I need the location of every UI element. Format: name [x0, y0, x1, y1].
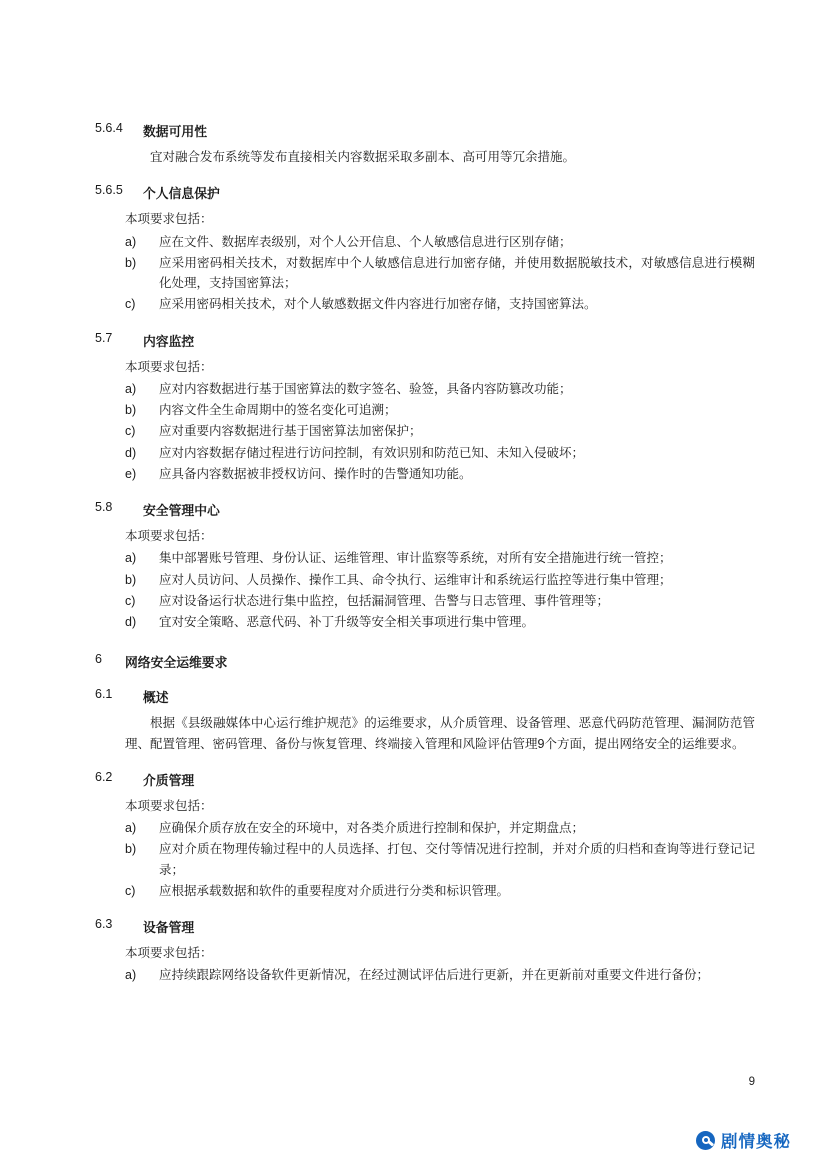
- list-item-text: 应根据承载数据和软件的重要程度对介质进行分类和标识管理。: [159, 883, 510, 898]
- list-item-text: 应对人员访问、人员操作、操作工具、命令执行、运维审计和系统运行监控等进行集中管理；: [159, 572, 672, 587]
- section-title: 个人信息保护: [143, 186, 220, 202]
- list-item-text: 应对内容数据进行基于国密算法的数字签名、验签，具备内容防篡改功能；: [159, 381, 572, 396]
- list-marker: a): [125, 381, 137, 396]
- list-item: [125, 881, 755, 901]
- list-marker: a): [125, 821, 137, 835]
- section-title: 概述: [143, 690, 169, 706]
- list-item-text: 应在文件、数据库表级别，对个人公开信息、个人敏感信息进行区别存储；: [159, 234, 572, 249]
- list-marker: b): [125, 403, 137, 417]
- section-heading-6-2: [95, 770, 755, 789]
- list-marker: b): [125, 255, 137, 270]
- section-number: 6: [95, 652, 102, 667]
- list-item-text: 应对介质在物理传输过程中的人员选择、打包、交付等情况进行控制，并对介质的归档和查询等进行登记记录；: [159, 842, 755, 877]
- section-number: 5.6.5: [95, 183, 123, 198]
- list-lead-in: 本项要求包括：: [125, 212, 213, 227]
- list-item: [125, 818, 755, 838]
- list-marker: d): [125, 615, 137, 629]
- section-title: 介质管理: [143, 772, 195, 788]
- section-number: 6.2: [95, 769, 113, 784]
- list-marker: a): [125, 968, 137, 983]
- list-lead-in: 本项要求包括：: [125, 529, 213, 543]
- list-item-text: 应采用密码相关技术，对个人敏感数据文件内容进行加密存储，支持国密算法。: [159, 297, 597, 312]
- paragraph: 根据《县级融媒体中心运行维护规范》的运维要求，从介质管理、设备管理、恶意代码防范管理、漏洞防范管理、配置管理、密码管理、备份与恢复管理、终端接入管理和风险评估管理9个方面，提出网络安全的运维要求。: [125, 716, 755, 751]
- list-item-text: 应具备内容数据被非授权访问、操作时的告警通知功能。: [159, 466, 472, 481]
- list-item: [125, 612, 755, 632]
- list-marker: c): [125, 297, 136, 312]
- list-item-text: 应确保介质存放在安全的环境中，对各类介质进行控制和保护，并定期盘点；: [159, 821, 585, 835]
- page-number: 9: [748, 1076, 755, 1088]
- list-item: [125, 965, 755, 985]
- requirement-list: [95, 232, 755, 315]
- list-item: [125, 464, 755, 484]
- list-item: [125, 379, 755, 399]
- section-number: 5.7: [95, 330, 113, 345]
- list-item-text: 应持续跟踪网络设备软件更新情况，在经过测试评估后进行更新，并在更新前对重要文件进行备份；: [159, 968, 710, 983]
- paragraph: 宜对融合发布系统等发布直接相关内容数据采取多副本、高可用等冗余措施。: [150, 150, 576, 164]
- section-heading-5-6-5: [95, 183, 755, 202]
- list-marker: a): [125, 234, 137, 249]
- list-item: [125, 570, 755, 590]
- section-number: 5.6.4: [95, 121, 123, 135]
- requirement-list: [95, 965, 755, 985]
- list-marker: d): [125, 445, 137, 460]
- section-title: 内容监控: [143, 333, 195, 349]
- list-marker: a): [125, 551, 137, 566]
- document-body: [95, 105, 755, 987]
- section-title: 设备管理: [143, 920, 195, 935]
- list-marker: c): [125, 593, 136, 608]
- list-marker: b): [125, 572, 137, 587]
- section-heading-6-1: [95, 687, 755, 706]
- list-item-text: 应采用密码相关技术，对数据库中个人敏感信息进行加密存储，并使用数据脱敏技术，对敏感信息进行模糊化处理，支持国密算法；: [159, 255, 755, 290]
- list-item-text: 应对内容数据存储过程进行访问控制，有效识别和防范已知、未知入侵破坏；: [159, 445, 585, 460]
- section-title: 数据可用性: [143, 124, 207, 139]
- section-title: 网络安全运维要求: [125, 655, 228, 671]
- list-marker: b): [125, 842, 137, 857]
- list-item: [125, 294, 755, 314]
- requirement-list: [95, 818, 755, 901]
- list-lead-in: 本项要求包括：: [125, 798, 213, 813]
- list-marker: c): [125, 424, 136, 439]
- watermark: [696, 1128, 791, 1152]
- list-marker: e): [125, 466, 137, 481]
- section-title: 安全管理中心: [143, 503, 220, 518]
- list-item-text: 内容文件全生命周期中的签名变化可追溯；: [159, 403, 397, 417]
- requirement-list: [95, 548, 755, 632]
- section-heading-5-7: [95, 331, 755, 350]
- list-marker: c): [125, 883, 136, 898]
- list-item: [125, 839, 755, 880]
- list-item-text: 应对重要内容数据进行基于国密算法加密保护；: [159, 424, 422, 439]
- list-item-text: 集中部署账号管理、身份认证、运维管理、审计监察等系统，对所有安全措施进行统一管控；: [159, 551, 672, 566]
- section-heading-6: [95, 652, 755, 671]
- section-number: 5.8: [95, 500, 113, 514]
- list-item-text: 应对设备运行状态进行集中监控，包括漏洞管理、告警与日志管理、事件管理等；: [159, 593, 610, 608]
- list-item: [125, 253, 755, 294]
- section-number: 6.1: [95, 687, 113, 702]
- list-item: [125, 400, 755, 420]
- circle-search-icon: [696, 1131, 715, 1150]
- list-item: [125, 591, 755, 611]
- list-item: [125, 421, 755, 441]
- list-lead-in: 本项要求包括：: [125, 946, 213, 960]
- list-item: [125, 443, 755, 463]
- section-heading-6-3: [95, 917, 755, 936]
- requirement-list: [95, 379, 755, 484]
- section-heading-5-8: [95, 500, 755, 519]
- list-item-text: 宜对安全策略、恶意代码、补丁升级等安全相关事项进行集中管理。: [159, 615, 535, 629]
- list-lead-in: 本项要求包括：: [125, 359, 213, 374]
- list-item: [125, 548, 755, 568]
- list-item: [125, 232, 755, 252]
- section-heading-5-6-4: [95, 121, 755, 140]
- section-number: 6.3: [95, 917, 113, 931]
- watermark-label: 剧情奥秘: [721, 1133, 791, 1151]
